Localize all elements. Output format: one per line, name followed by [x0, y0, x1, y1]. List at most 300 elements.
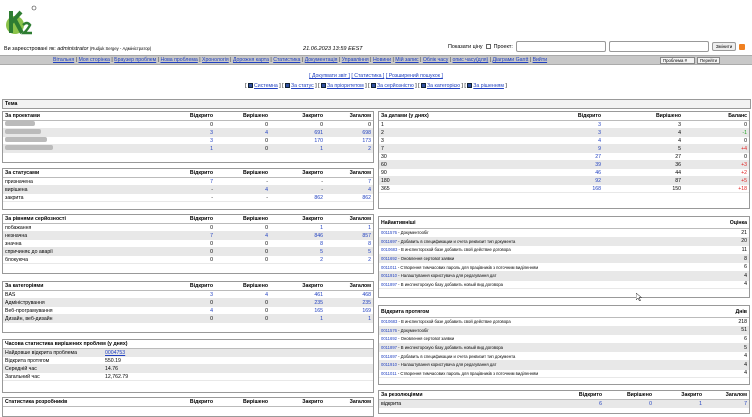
project-selector	[448, 41, 745, 52]
balance-value: +5	[741, 177, 747, 184]
menu-item[interactable]: Нова проблема	[160, 57, 198, 63]
issue-id-link[interactable]: 0011692	[381, 256, 397, 262]
cell-value[interactable]: 4	[265, 232, 268, 239]
filter-label[interactable]: За рішенням	[473, 83, 504, 89]
filter-link: [ Системна ]	[245, 83, 283, 89]
menu-separator: |	[391, 57, 396, 63]
cell-value[interactable]: 0	[649, 400, 652, 407]
issue-title: Документообіг	[400, 327, 429, 333]
issue-score: 4	[744, 353, 747, 360]
cell-value[interactable]: 0	[265, 256, 268, 263]
menu-item[interactable]: опис часу(для)	[452, 57, 489, 63]
menu-separator: |	[228, 57, 233, 63]
cell-value[interactable]: 468	[362, 291, 371, 298]
issue-row	[379, 361, 749, 370]
issue-summary: 0011910 - Налаштування користувача для редагування дат	[381, 362, 497, 368]
link-print-report[interactable]: [ Докупвати звіт ]	[309, 73, 350, 79]
row-label	[3, 145, 163, 152]
row-label: призначена	[5, 178, 33, 185]
issue-id-link[interactable]: 0011576	[381, 230, 397, 236]
cell-value[interactable]: 1	[320, 145, 323, 152]
menu-item[interactable]: Управління	[341, 57, 369, 63]
issue-id-link[interactable]: 0010683	[381, 247, 398, 253]
menu-separator: |	[109, 57, 115, 63]
cell-value[interactable]: 235	[362, 299, 371, 306]
cell-value[interactable]: 1	[320, 224, 323, 231]
issue-title: В инспекторскую базу добавить новый вид договора	[400, 281, 504, 287]
cell-value[interactable]: 0	[265, 224, 268, 231]
summary-sublinks	[0, 73, 752, 79]
issue-id-link[interactable]: 0011697	[381, 238, 397, 244]
row-label: Дизайн, веб-дизайн	[5, 315, 53, 322]
col-days: Днів	[735, 308, 747, 315]
issue-summary: 0011576 - Документообіг	[381, 327, 429, 333]
issue-score: 11	[741, 246, 747, 253]
table-row	[379, 161, 749, 169]
issue-id-link[interactable]: 0011910	[381, 362, 397, 368]
issue-number-field[interactable]: Проблема #	[660, 57, 695, 64]
cell-value[interactable]: 857	[362, 232, 371, 239]
resolved-value: 3	[678, 121, 681, 128]
table-row	[3, 365, 373, 373]
severity-title: За рівнями серйозності	[5, 216, 66, 222]
issue-score: 4	[744, 361, 747, 368]
cell-value[interactable]: 0	[265, 145, 268, 152]
col-open: Відкрито	[189, 113, 213, 119]
menu-item[interactable]: Облік часу	[422, 57, 449, 63]
issue-id-link[interactable]: 0011697	[381, 353, 397, 359]
filter-label[interactable]: За пріоритетом	[326, 83, 364, 89]
issue-title: Добавить в спецификации и счета реквизит тип документа	[400, 238, 516, 244]
menu-separator: |	[300, 57, 305, 63]
project-label: Проект:	[493, 43, 513, 50]
row-label: значна	[5, 240, 22, 247]
issue-summary: 0011692 - Оновлення сертової заявки	[381, 336, 455, 342]
table-row	[379, 185, 749, 193]
balance-value: +3	[741, 161, 747, 168]
summary-filters	[0, 83, 752, 89]
issue-row	[379, 255, 749, 264]
cell-value[interactable]: 2	[368, 256, 371, 263]
balance-value: +4	[741, 145, 747, 152]
issue-title: Створення тимчасових пароль для працівників з поточним виділенням	[400, 264, 539, 270]
table-row	[3, 137, 373, 145]
col-total: Загалом	[725, 392, 747, 398]
status-table	[2, 168, 374, 210]
rss-icon[interactable]	[739, 44, 745, 50]
col-score: Оцінка	[729, 219, 747, 226]
filter-link: [ За категорією ]	[418, 83, 465, 89]
menu-separator: |	[337, 57, 342, 63]
cell-value[interactable]: 461	[314, 291, 323, 298]
cell-value[interactable]: -	[321, 178, 323, 185]
menu-item[interactable]: Діаграми Gantt	[492, 57, 529, 63]
cell-value[interactable]: 4	[265, 129, 268, 136]
resolved-value: 5	[678, 145, 681, 152]
col-total: Загалом	[349, 113, 371, 119]
switch-project-button[interactable]: Змінити	[712, 42, 736, 51]
table-row	[3, 349, 373, 357]
opened-value[interactable]: 168	[592, 185, 601, 192]
menu-separator: |	[156, 57, 161, 63]
row-label: відкрита	[381, 400, 402, 407]
row-label	[3, 129, 163, 136]
col-open: Відкрито	[189, 216, 213, 222]
cell-value[interactable]: 1	[699, 400, 702, 407]
cell-value[interactable]: 0	[265, 299, 268, 306]
cell-value[interactable]: -	[321, 186, 323, 193]
col-resolved: Вирішено	[242, 216, 268, 222]
issue-score: 6	[744, 335, 747, 342]
cell-value[interactable]: 2	[368, 145, 371, 152]
table-row	[3, 307, 373, 315]
col-closed: Закрито	[302, 399, 323, 405]
cell-value[interactable]: 846	[314, 232, 323, 239]
row-label: блокуюча	[5, 256, 28, 263]
issue-row	[379, 344, 749, 353]
cell-value[interactable]: 698	[362, 129, 371, 136]
table-row	[3, 256, 373, 264]
cell-value[interactable]: -	[266, 194, 268, 201]
col-closed: Закрито	[302, 283, 323, 289]
col-open: Відкрито	[577, 113, 601, 119]
menu-item[interactable]: Вийти	[532, 57, 548, 63]
opened-value[interactable]: 3	[598, 129, 601, 136]
cell-value[interactable]: 0	[265, 307, 268, 314]
issue-score: 5	[744, 344, 747, 351]
filter-label[interactable]: За категорією	[427, 83, 461, 89]
category-table	[2, 281, 374, 333]
stat-label: Середній час	[5, 365, 37, 372]
menu-item[interactable]: Моя сторінка	[78, 57, 110, 63]
cell-value: 3	[210, 129, 213, 136]
cell-value[interactable]: 173	[362, 137, 371, 144]
table-row	[3, 178, 373, 186]
cell-value[interactable]: 6	[599, 400, 602, 407]
balance-value: 0	[744, 121, 747, 128]
table-row	[3, 299, 373, 307]
table-row	[379, 137, 749, 145]
table-row	[3, 194, 373, 202]
days-label: 2	[381, 129, 384, 136]
cell-value[interactable]: 8	[368, 240, 371, 247]
issue-row	[379, 281, 749, 290]
cell-value[interactable]: 4	[265, 291, 268, 298]
col-closed: Закрито	[302, 113, 323, 119]
balance-value: -1	[742, 129, 747, 136]
cell-value: -	[211, 186, 213, 193]
cell-value[interactable]: 169	[362, 307, 371, 314]
issue-row	[379, 263, 749, 272]
days-label: 7	[381, 145, 384, 152]
cell-value[interactable]: 0	[320, 121, 323, 128]
cell-value: 7	[210, 232, 213, 239]
cell-value[interactable]: 7	[368, 178, 371, 185]
col-closed: Закрито	[302, 216, 323, 222]
days-label: 30	[381, 153, 387, 160]
opened-value[interactable]: 27	[595, 153, 601, 160]
issue-title: Створення тимчасових пароль для працівників з поточним виділенням	[400, 370, 539, 376]
table-row	[3, 224, 373, 232]
menu-item[interactable]: Браузер проблем	[114, 57, 157, 63]
cell-value: 0	[210, 248, 213, 255]
menu-item[interactable]: Дорожня карта	[232, 57, 269, 63]
table-row	[3, 232, 373, 240]
issue-row	[379, 246, 749, 255]
issue-id-link[interactable]: 0011011	[381, 370, 397, 376]
issue-id-link[interactable]: 0011576	[381, 327, 397, 333]
cell-value[interactable]: 1	[368, 224, 371, 231]
cell-value[interactable]: 2	[320, 256, 323, 263]
table-row	[379, 145, 749, 153]
issue-row	[379, 352, 749, 361]
main-menu	[53, 57, 547, 63]
row-label: вирішена	[5, 186, 28, 193]
cell-value[interactable]: 165	[314, 307, 323, 314]
link-statistics[interactable]: [ Статистика ]	[351, 73, 385, 79]
issue-row	[379, 238, 749, 247]
time-stats-table	[2, 339, 374, 393]
cell-value[interactable]: 4	[368, 186, 371, 193]
balance-value: 0	[744, 153, 747, 160]
cell-value: 4	[210, 307, 213, 314]
issue-id-link[interactable]: 0011011	[381, 264, 397, 270]
table-row	[379, 121, 749, 129]
cell-value[interactable]: 7	[744, 400, 747, 407]
table-row	[379, 129, 749, 137]
cell-value[interactable]: 5	[320, 248, 323, 255]
issue-title: Налаштування користувача для редагування дат	[400, 273, 497, 279]
issue-summary: 0011011 - Створення тимчасових пароль для працівників з поточним виділенням	[381, 264, 539, 270]
cell-value[interactable]: 0	[265, 121, 268, 128]
col-total: Загалом	[349, 170, 371, 176]
col-open: Відкрито	[578, 392, 602, 398]
blurred-project-name	[5, 145, 53, 150]
table-row	[3, 357, 373, 365]
issue-id-link[interactable]: 0011910	[381, 273, 397, 279]
status-title: За статусами	[5, 170, 40, 176]
cell-value[interactable]: 0	[265, 248, 268, 255]
filter-label[interactable]: За статус	[291, 83, 314, 89]
issue-summary: 0011697 - Добавить в спецификации и счета реквизит тип документа	[381, 238, 516, 244]
cell-value[interactable]: 691	[314, 129, 323, 136]
cell-value[interactable]: 4	[265, 186, 268, 193]
resolved-value: 4	[678, 129, 681, 136]
project-checkbox[interactable]	[486, 44, 491, 49]
cell-value[interactable]: 862	[314, 194, 323, 201]
cell-value: 0	[210, 224, 213, 231]
cell-value[interactable]: 8	[320, 240, 323, 247]
cell-value[interactable]: 0	[265, 137, 268, 144]
issue-id-link[interactable]: 0011897	[381, 281, 397, 287]
issue-id-link[interactable]: 0011692	[381, 336, 397, 342]
issue-score: 20	[741, 238, 747, 245]
menu-separator: |	[197, 57, 203, 63]
time-stats-title: Часова статистика вирішених проблем (у днях)	[5, 341, 128, 347]
opened-value[interactable]: 39	[595, 161, 601, 168]
days-label: 3	[381, 137, 384, 144]
project-select-2[interactable]	[609, 41, 709, 52]
cell-value[interactable]: 235	[314, 299, 323, 306]
issue-summary: 0011910 - Налаштування користувача для редагування дат	[381, 273, 497, 279]
chart-icon	[285, 83, 290, 88]
cell-value[interactable]: 0	[368, 121, 371, 128]
issue-title: Добавить в спецификации и счета реквизит тип документа	[400, 353, 516, 359]
project-select-1[interactable]	[516, 41, 606, 52]
section-header: Тема	[2, 99, 751, 109]
table-row	[3, 240, 373, 248]
opened-value[interactable]: 9	[598, 145, 601, 152]
devs-title: Статистика розробників	[5, 399, 68, 405]
table-row	[3, 121, 373, 129]
projects-table	[2, 111, 374, 163]
menu-separator: |	[488, 57, 493, 63]
cell-value[interactable]: -	[266, 178, 268, 185]
balance-value: +18	[738, 185, 747, 192]
issue-title: В инспекторскую базу добавить новый вид договора	[400, 345, 504, 351]
menu-item[interactable]: Новини	[372, 57, 391, 63]
show-price-label: Показати ціну	[448, 43, 483, 50]
issue-score: 218	[738, 318, 747, 325]
table-row	[3, 248, 373, 256]
cell-value[interactable]: 1	[368, 315, 371, 322]
issue-summary: 0011692 - Оновлення сертової заявки	[381, 256, 455, 262]
balance-value: +2	[741, 169, 747, 176]
cell-value: 3	[210, 291, 213, 298]
cell-value: 3	[210, 137, 213, 144]
stat-value[interactable]: 0004753	[105, 349, 126, 356]
mouse-cursor-icon	[636, 293, 642, 301]
blurred-project-name	[5, 137, 47, 142]
balance-value: 0	[744, 137, 747, 144]
col-balance: Баланс	[728, 113, 747, 119]
row-label: побажання	[5, 224, 32, 231]
login-info: Ви зареєстровані як: administrator (Rudjuk Sergey - Адміністратор)	[4, 46, 152, 52]
issue-score: 21	[741, 229, 747, 236]
col-resolved: Вирішено	[242, 283, 268, 289]
filter-label[interactable]: За серйозністю	[376, 83, 414, 89]
resolution-table	[378, 390, 750, 414]
issue-score: 51	[741, 327, 747, 334]
resolution-title: За резолюціями	[381, 392, 423, 398]
cell-value[interactable]: 170	[314, 137, 323, 144]
issue-id-link[interactable]: 0010683	[381, 319, 398, 325]
issue-row	[379, 327, 749, 336]
filter-link: [ За серйозністю ]	[368, 83, 419, 89]
opened-value[interactable]: 92	[595, 177, 601, 184]
table-row	[379, 400, 749, 408]
table-row	[3, 373, 373, 381]
resolved-value: 87	[675, 177, 681, 184]
chart-icon	[321, 83, 326, 88]
filter-label[interactable]: Системна	[254, 83, 278, 89]
resolved-value: 36	[675, 161, 681, 168]
issue-row	[379, 229, 749, 238]
issue-row	[379, 370, 749, 379]
cell-value[interactable]: 1	[320, 315, 323, 322]
issue-title: Налаштування користувача для редагування дат	[400, 362, 497, 368]
opened-value[interactable]: 46	[595, 169, 601, 176]
issue-score: 6	[744, 264, 747, 271]
issue-row	[379, 318, 749, 327]
current-datetime: 21.06.2023 13:59 EEST	[303, 46, 363, 52]
stat-label: Загальний час	[5, 373, 40, 380]
menu-item[interactable]: Мій запис	[395, 57, 419, 63]
table-row	[3, 129, 373, 137]
menu-item[interactable]: Хронологія	[202, 57, 229, 63]
cell-value: 0	[210, 256, 213, 263]
opened-value[interactable]: 4	[598, 137, 601, 144]
jump-to-issue	[660, 57, 720, 64]
issue-title: Оновлення сертової заявки	[400, 256, 455, 262]
stat-value: 12,762.79	[105, 373, 129, 380]
menu-separator: |	[528, 57, 533, 63]
menu-item[interactable]: Статистика	[273, 57, 301, 63]
projects-title: За проектами	[5, 113, 40, 119]
row-label: BAS	[5, 291, 16, 298]
issue-summary: 0011897 - В инспекторскую базу добавить новый вид договора	[381, 345, 504, 351]
issue-id-link[interactable]: 0011897	[381, 345, 397, 351]
issue-summary: 0011697 - Добавить в спецификации и счета реквизит тип документа	[381, 353, 516, 359]
cell-value[interactable]: 0	[265, 240, 268, 247]
cell-value[interactable]: 0	[265, 315, 268, 322]
table-row	[3, 315, 373, 323]
blurred-project-name	[5, 121, 35, 126]
cell-value: 0	[210, 299, 213, 306]
cell-value[interactable]: 862	[362, 194, 371, 201]
blurred-project-name	[5, 129, 41, 134]
opened-value[interactable]: 3	[598, 121, 601, 128]
resolved-value: 27	[675, 153, 681, 160]
days-label: 180	[381, 177, 390, 184]
issue-row	[379, 272, 749, 281]
issue-score: 4	[744, 272, 747, 279]
col-resolved: Вирішено	[655, 113, 681, 119]
menu-separator: |	[418, 57, 423, 63]
days-label: 60	[381, 161, 387, 168]
developers-table	[2, 397, 374, 417]
row-label: Веб-програмування	[5, 307, 53, 314]
stat-value: 550.19	[105, 357, 121, 364]
chart-icon	[371, 83, 376, 88]
filter-link: [ За рішенням ]	[464, 83, 507, 89]
by-date-table	[378, 111, 750, 209]
table-row	[3, 291, 373, 299]
menu-separator: |	[268, 57, 274, 63]
most-active-title: Найактивніші	[381, 219, 416, 226]
category-title: За категоріями	[5, 283, 44, 289]
days-label: 90	[381, 169, 387, 176]
issue-title: Документообіг	[400, 230, 429, 236]
issue-row	[379, 335, 749, 344]
col-total: Загалом	[349, 283, 371, 289]
menu-item[interactable]: Документація	[304, 57, 338, 63]
table-row	[379, 169, 749, 177]
menu-item[interactable]: Вітальня	[53, 57, 75, 63]
cell-value: 0	[210, 240, 213, 247]
table-row	[379, 177, 749, 185]
chart-icon	[421, 83, 426, 88]
col-resolved: Вирішено	[242, 399, 268, 405]
cell-value[interactable]: 5	[368, 248, 371, 255]
stat-value: 14.76	[105, 365, 118, 372]
jump-button[interactable]: Перейти	[697, 57, 720, 64]
col-open: Відкрито	[189, 283, 213, 289]
col-total: Загалом	[349, 216, 371, 222]
link-advanced-search[interactable]: [ Розширений пошукок ]	[385, 73, 443, 79]
cell-value: 0	[210, 121, 213, 128]
most-active-table	[378, 216, 750, 298]
